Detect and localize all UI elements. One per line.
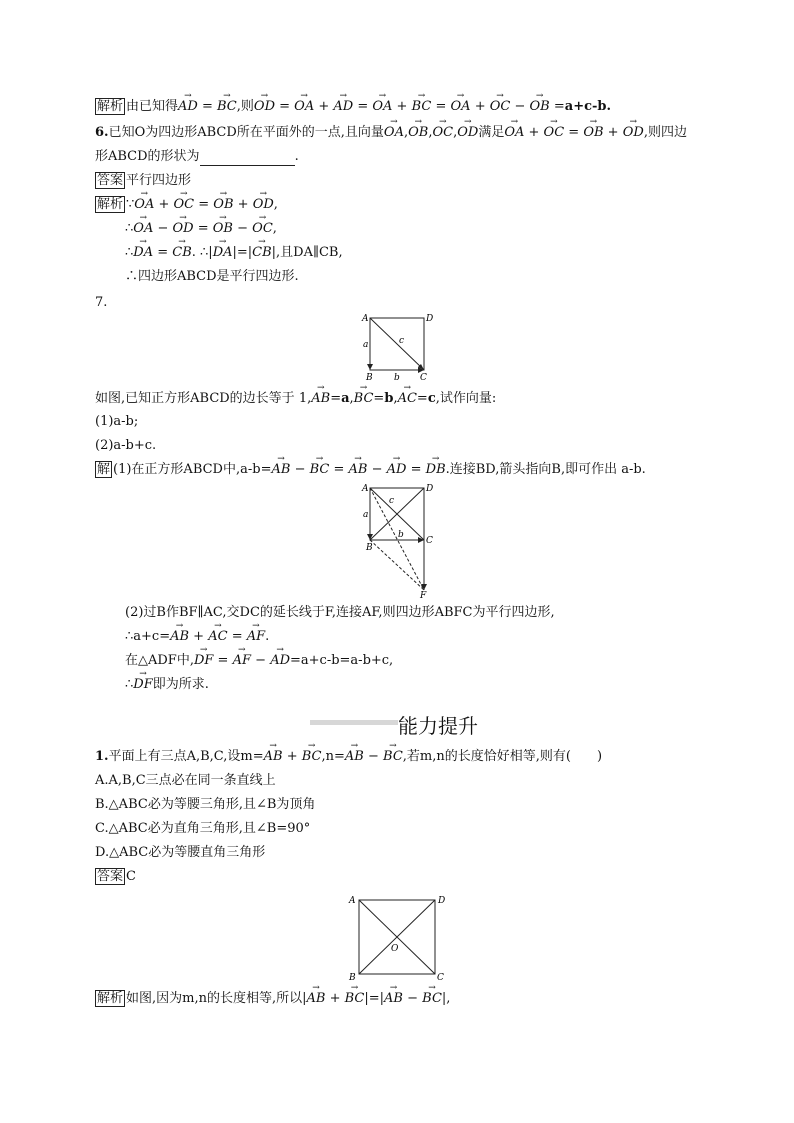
svg-text:b: b <box>394 373 400 383</box>
svg-text:A: A <box>362 484 369 494</box>
svg-text:a: a <box>363 510 369 520</box>
question-7-num: 7. <box>95 295 108 310</box>
question-7-p2: (2)a-b+c. <box>95 438 157 453</box>
section-bar <box>310 720 398 725</box>
figure-square-3 <box>345 890 450 985</box>
svg-text:b: b <box>398 530 404 540</box>
solution-6-l3: ∴→ DA = → CB. ∴|→ DA|=|→ CB|,且DA∥CB, <box>125 244 343 262</box>
svg-text:D: D <box>438 896 446 906</box>
arrowhead-icon <box>367 534 373 540</box>
question-6-cont: 形ABCD的形状为 . <box>95 149 299 164</box>
tag-jiexi: 解析 <box>97 99 124 114</box>
svg-text:O: O <box>391 944 399 954</box>
tag-jiexi: 解析 <box>97 991 124 1006</box>
section-title: 能力提升 <box>398 714 478 738</box>
solution-6-l1: 解析 ∵→ OA + → OC = → OB + → OD, <box>95 196 278 214</box>
svg-text:D: D <box>426 484 434 494</box>
svg-text:C: C <box>426 536 433 546</box>
option-c: C.△ABC必为直角三角形,且∠B=90° <box>95 821 311 836</box>
tag-jie: 解 <box>97 462 111 477</box>
option-d: D.△ABC必为等腰直角三角形 <box>95 845 266 860</box>
svg-text:A: A <box>362 314 369 324</box>
solution-6-l4: ∴四边形ABCD是平行四边形. <box>125 269 299 284</box>
solution-6-l2: ∴→ OA − → OD = → OB − → OC, <box>125 220 277 238</box>
answer-1: 答案 C <box>97 869 136 884</box>
svg-text:c: c <box>399 336 405 346</box>
answer-6: 答案 平行四边形 <box>97 173 192 188</box>
svg-text:A: A <box>349 896 356 906</box>
tag-jiexi: 解析 <box>97 197 124 212</box>
option-a: A.A,B,C三点必在同一条直线上 <box>95 773 276 788</box>
svg-text:B: B <box>366 543 373 553</box>
question-7-stem: 如图,已知正方形ABCD的边长等于 1,→ AB=a,→ BC=b,→ AC=c,试作向量: <box>95 390 496 408</box>
option-b: B.△ABC必为等腰三角形,且∠B为顶角 <box>95 797 316 812</box>
solution-7-l2: (2)过B作BF∥AC,交DC的延长线于F,连接AF,则四边形ABFC为平行四边形, <box>125 605 555 620</box>
answer-blank <box>200 153 295 166</box>
svg-text:D: D <box>426 314 434 324</box>
svg-text:B: B <box>349 973 356 983</box>
svg-text:c: c <box>389 496 395 506</box>
diagonal-ac <box>370 318 424 370</box>
tag-daan: 答案 <box>97 869 124 884</box>
solution-7-l1: 解 (1)在正方形ABCD中,a-b=→ AB − → BC = → AB − → AD = → DB.连接BD,箭头指向B,即可作出 a-b. <box>95 461 646 479</box>
solution-7-l3: ∴a+c=→ AB + → AC = → AF. <box>125 628 269 646</box>
solution-1: 解析 如图,因为m,n的长度相等,所以|→ AB + → BC|=|→ AB − → BC|, <box>95 990 450 1008</box>
solution-7-l4: 在△ADF中,→ DF = → AF − → AD=a+c-b=a-b+c, <box>125 652 393 670</box>
solution-line-prev: 解析 由已知得→ AD = → BC,则→ OD = → OA + → AD = → OA + → BC = → OA + → OC − → OB =a+c-b. <box>95 98 611 116</box>
svg-text:F: F <box>420 591 427 600</box>
question-6: 6.已知O为四边形ABCD所在平面外的一点,且向量→ OA,→ OB,→ OC,→ OD满足→ OA + → OC = → OB + → OD,则四边 <box>95 124 687 142</box>
question-7-p1: (1)a-b; <box>95 414 139 429</box>
arrowhead-icon <box>367 364 373 370</box>
tag-daan: 答案 <box>97 173 124 188</box>
figure-square-1 <box>358 310 438 385</box>
svg-text:a: a <box>363 340 369 350</box>
svg-text:B: B <box>366 373 373 383</box>
solution-7-l5: ∴→ DF即为所求. <box>125 676 209 694</box>
question-1: 1.平面上有三点A,B,C,设m=→ AB + → BC,n=→ AB − → BC,若m,n的长度恰好相等,则有( ) <box>95 748 602 766</box>
svg-text:C: C <box>420 373 427 383</box>
figure-square-2 <box>358 480 438 600</box>
arrowhead-icon <box>418 537 424 543</box>
svg-text:C: C <box>437 973 444 983</box>
